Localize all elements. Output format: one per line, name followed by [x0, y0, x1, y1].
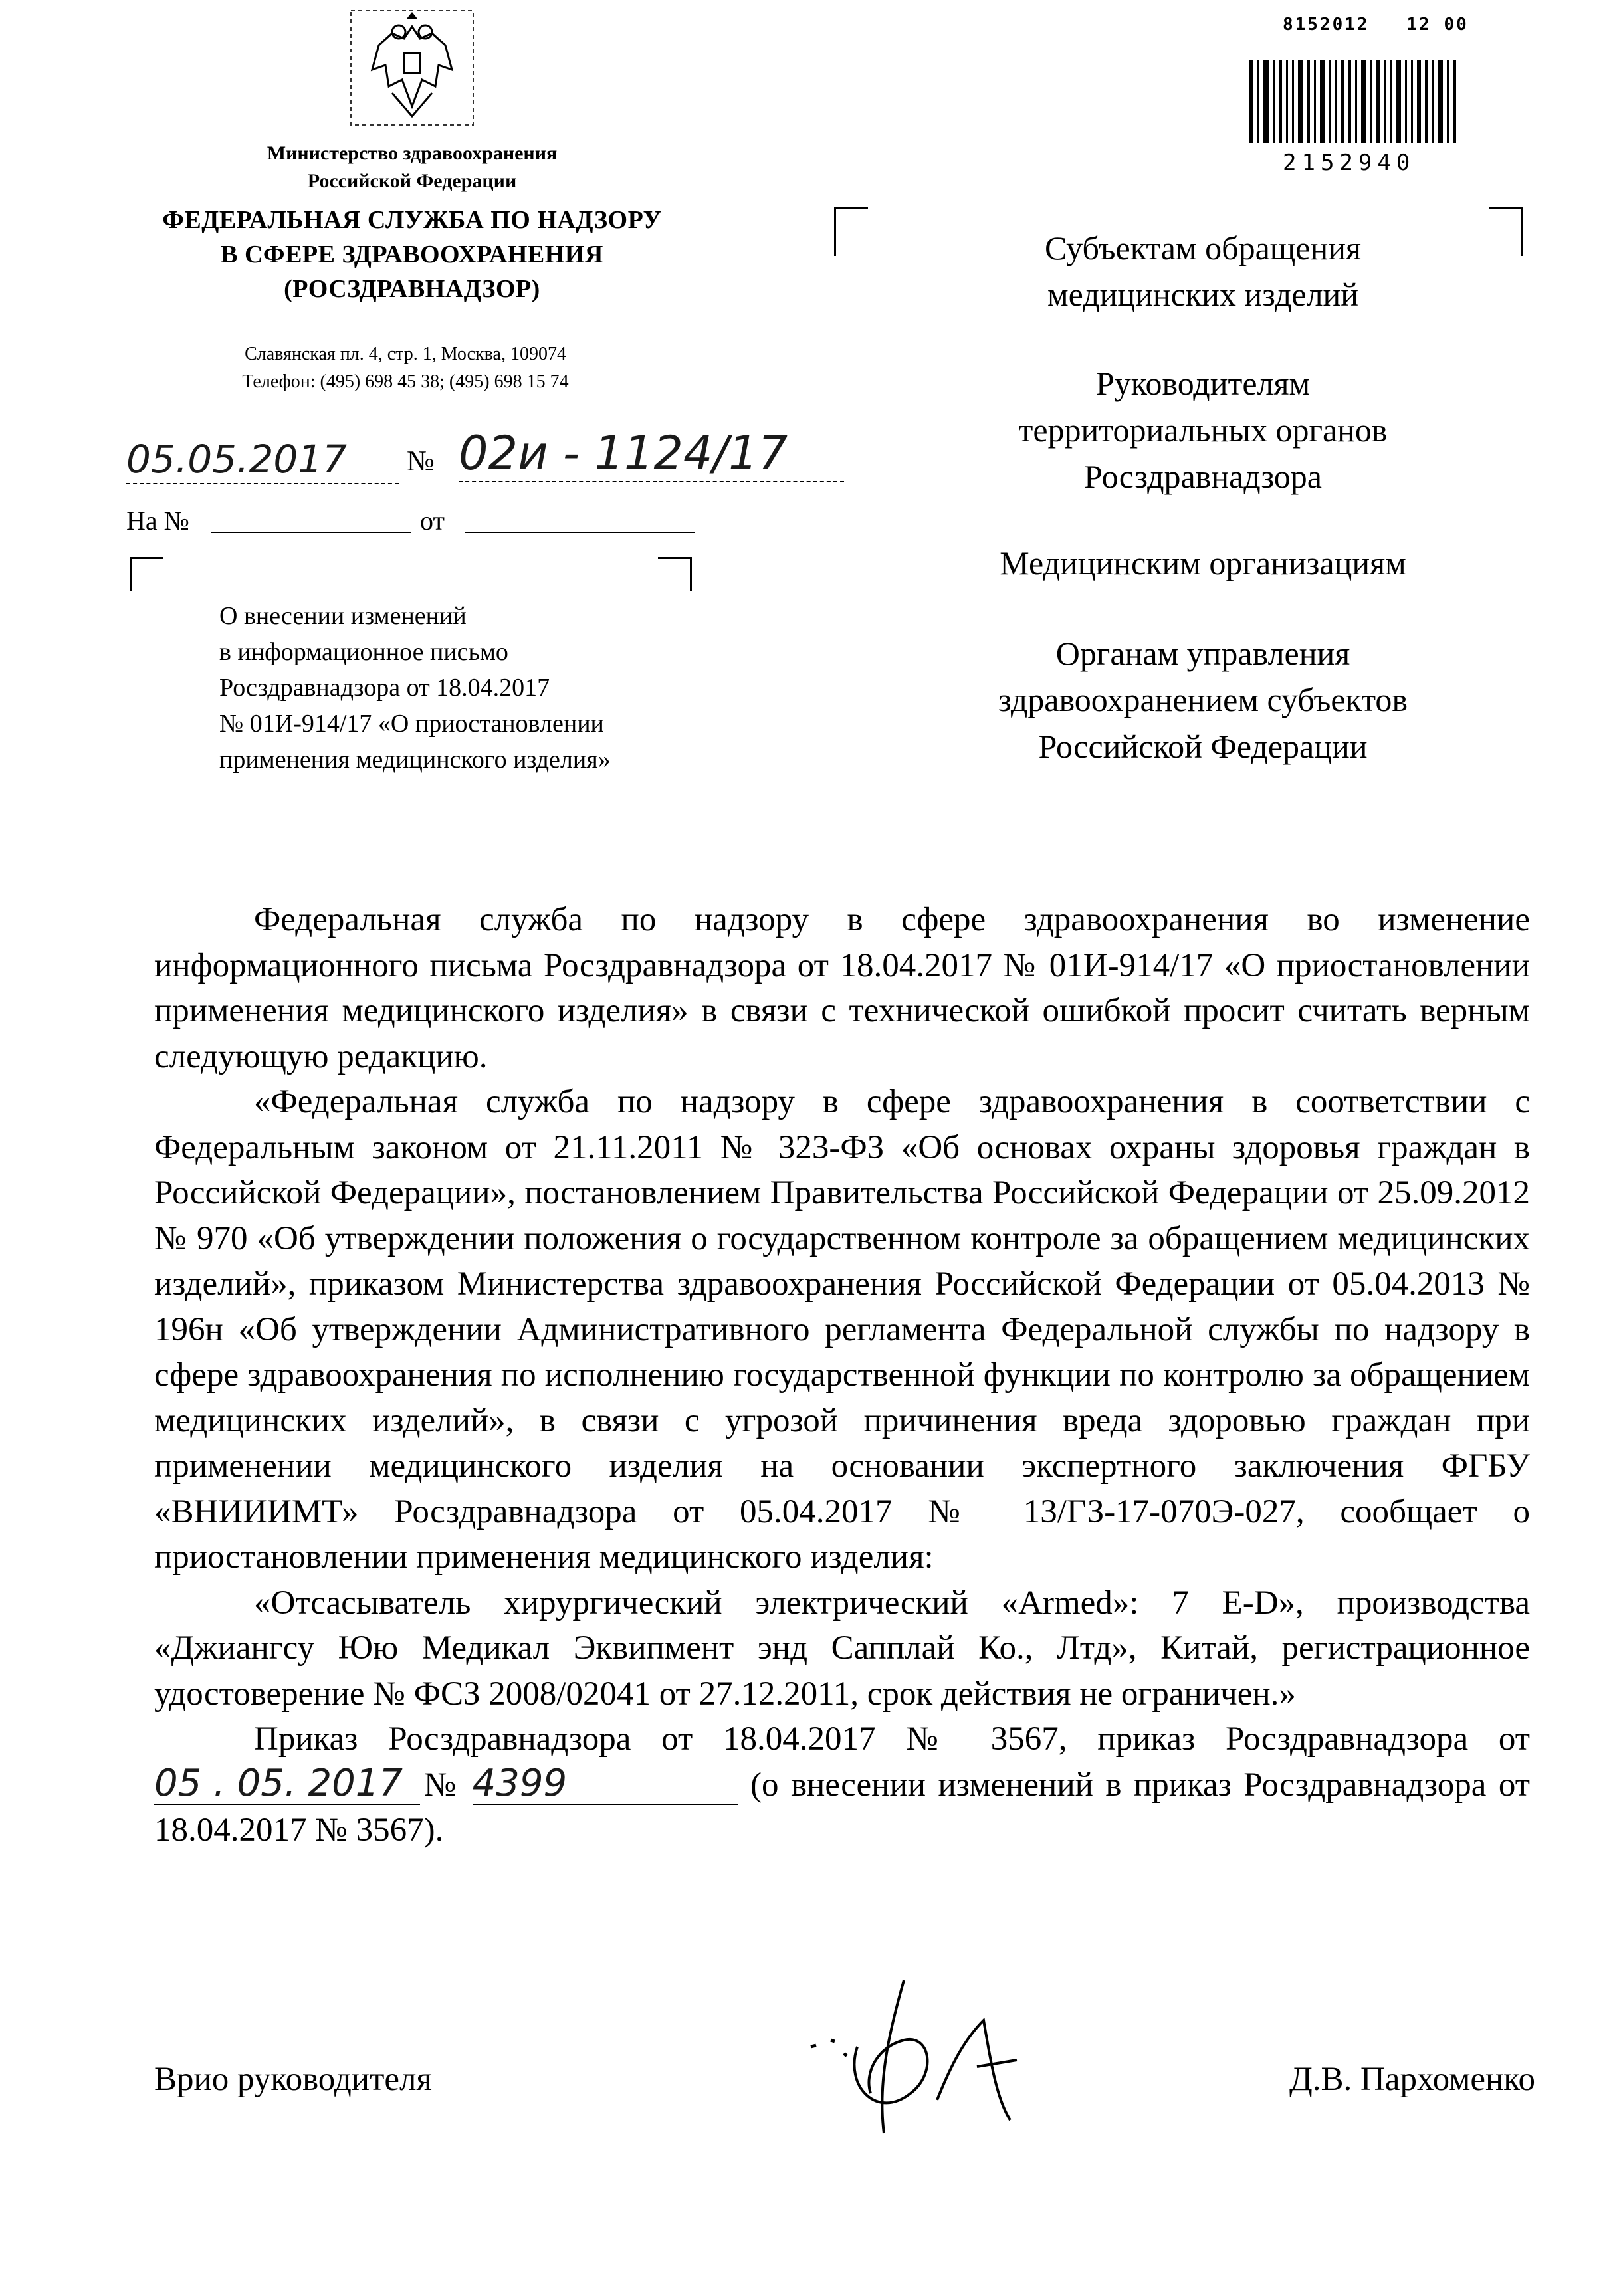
handwritten-signature: [784, 1967, 1063, 2146]
recipient-bracket-left: [834, 207, 868, 256]
recipient-1-line1: Субъектам обращения: [1045, 229, 1361, 266]
recipient-4-line2: здравоохранением субъектов: [998, 681, 1408, 718]
barcode: [1249, 60, 1460, 143]
service-name-line2: В СФЕРЕ ЗДРАВООХРАНЕНИЯ: [221, 241, 603, 268]
outgoing-date: 05.05.2017: [126, 435, 399, 484]
barcode-number: 2152940: [1283, 150, 1416, 176]
letter-body: [154, 897, 1530, 1853]
subject-line2: в информационное письмо: [219, 638, 508, 666]
address: Славянская пл. 4, стр. 1, Москва, 109074: [245, 344, 566, 364]
service-name-line1: ФЕДЕРАЛЬНАЯ СЛУЖБА ПО НАДЗОРУ: [162, 206, 662, 234]
recipient-2-line1: Руководителям: [1095, 365, 1311, 402]
signatory-name: Д.В. Пархоменко: [1289, 2061, 1535, 2098]
body-paragraph-4: [154, 1717, 1530, 1853]
body-p4-part2: (о внесении изменений в приказ Росздравнадзора от 18.04.2017 № 3567).: [154, 1766, 1531, 1849]
body-paragraph-2: «Федеральная служба по надзору в сфере здравоохранения в соответствии с Федеральным законом от 21.11.2011 № 323-ФЗ «Об основах охраны здоровья граждан в Российской Федерации», постановлением Правительства Российской Федерации от 25.09.2012 № 970 «Об утверждении положения о государственном контроле за обращением медицинских изделий», приказом Министерства здравоохранения Российской Федерации от 05.04.2013 № 196н «Об утверждении Административного регламента Федеральной службы по надзору в сфере здравоохранения по исполнению государственной функции по контролю за обращением медицинских изделий», в связи с угрозой причинения вреда здоровью граждан при применении медицинского изделия на основании экспертного заключения ФГБУ «ВНИИИМТ» Росздравнадзора от 05.04.2017 № 13/ГЗ-17-070Э-027, сообщает о приостановлении применения медицинского изделия:: [154, 1083, 1530, 1576]
subject-line1: О внесении изменений: [219, 602, 467, 630]
body-paragraph-1: Федеральная служба по надзору в сфере здравоохранения во изменение информационного письма Росздравнадзора от 18.04.2017 № 01И-914/17 «О приостановлении применения медицинского изделия» в связи с технической ошибкой просит считать верным следующую редакцию.: [154, 901, 1530, 1075]
signatory-position: Врио руководителя: [154, 2061, 432, 2098]
recipient-bracket-right: [1489, 207, 1523, 256]
outgoing-no-label: №: [407, 445, 435, 477]
recipient-2-line3: Росздравнадзора: [1084, 458, 1322, 495]
subject-bracket-left: [130, 557, 163, 591]
subject-bracket-right: [658, 557, 692, 591]
ministry-name-line1: Министерство здравоохранения: [267, 142, 558, 164]
recipient-1-line2: медицинских изделий: [1047, 276, 1359, 313]
phone: Телефон: (495) 698 45 38; (495) 698 15 74: [242, 371, 569, 392]
recipient-2-line2: территориальных органов: [1018, 411, 1388, 449]
subject-line5: применения медицинского изделия»: [219, 746, 611, 774]
body-paragraph-3: «Отсасыватель хирургический электрический «Armed»: 7 E-D», производства «Джиангсу Юю Медикал Эквипмент энд Сапплай Ко., Лтд», Китай, регистрационное удостоверение № ФСЗ 2008/02041 от 27.12.2011, срок действия не ограничен.»: [154, 1584, 1530, 1713]
ref-no-underline: [211, 532, 411, 533]
recipient-4-line3: Российской Федерации: [1038, 728, 1368, 765]
recipient-4-line1: Органам управления: [1055, 635, 1350, 672]
body-p4-part1: Приказ Росздравнадзора от 18.04.2017 № 3567, приказ Росздравнадзора от: [254, 1721, 1530, 1758]
order-date-handwritten: 05 . 05. 2017: [154, 1764, 420, 1805]
outgoing-number: 02и - 1124/17: [459, 425, 844, 482]
ref-from-label: от: [420, 506, 445, 536]
service-name-line3: (РОСЗДРАВНАДЗОР): [284, 275, 540, 303]
subject-line4: № 01И-914/17 «О приостановлении: [219, 710, 604, 738]
order-number-handwritten: 4399: [473, 1764, 738, 1805]
ref-no-label: На №: [126, 506, 189, 536]
ref-from-underline: [465, 532, 695, 533]
order-no-label: №: [420, 1766, 461, 1804]
coat-of-arms-icon: [346, 7, 479, 130]
recipient-3-line1: Медицинским организациям: [1000, 544, 1406, 581]
subject-line3: Росздравнадзора от 18.04.2017: [219, 674, 550, 702]
barcode-top-text: 8152012 12 00: [1283, 15, 1469, 35]
ministry-name-line2: Российской Федерации: [307, 170, 517, 192]
